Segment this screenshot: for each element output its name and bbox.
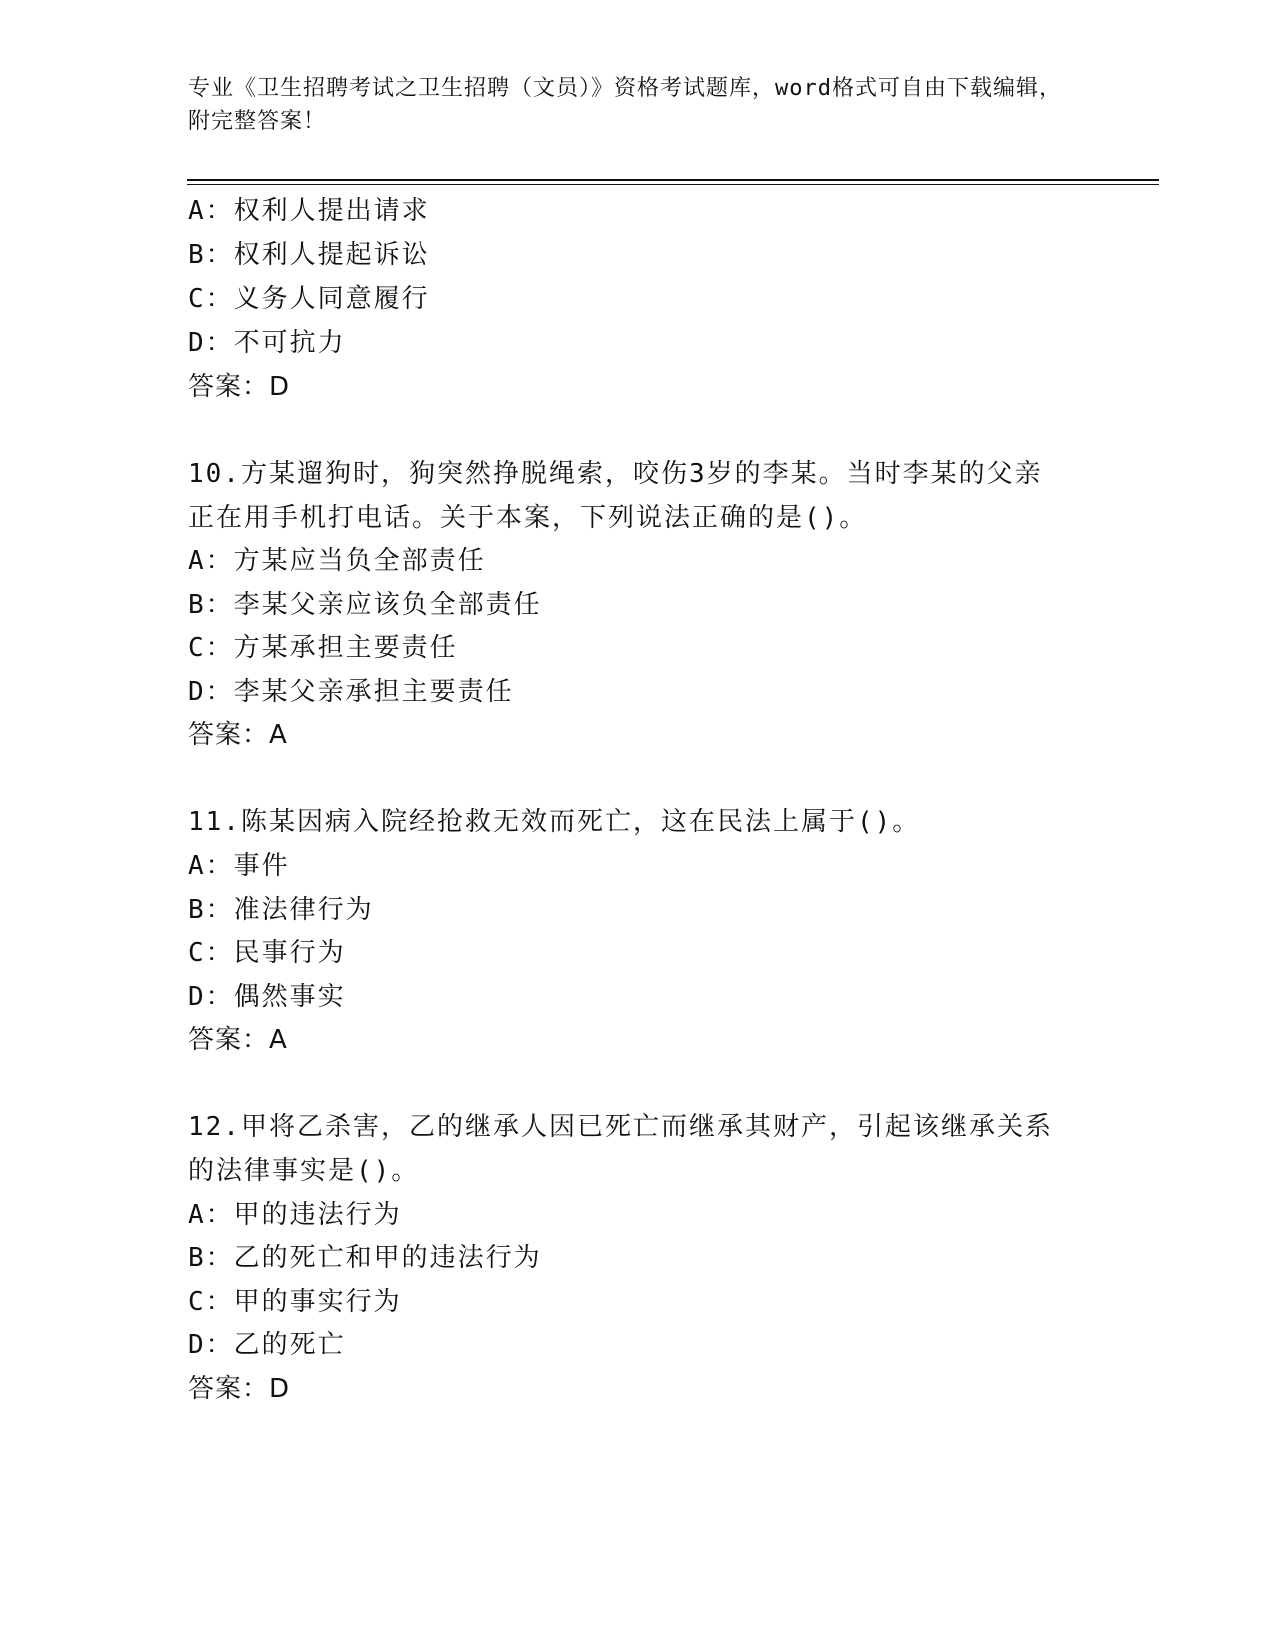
q10-answer: 答案：A [188, 720, 288, 750]
document-header: 专业《卫生招聘考试之卫生招聘（文员）》资格考试题库，word格式可自由下载编辑，附完整答案！ [188, 76, 1062, 134]
q11-option-a: A：事件 [188, 851, 290, 881]
header-divider-thin [187, 184, 1159, 185]
q9-option-d: D：不可抗力 [188, 328, 346, 358]
q9-option-a: A：权利人提出请求 [188, 196, 430, 226]
q12-option-c: C：甲的事实行为 [188, 1287, 402, 1317]
q11-option-c: C：民事行为 [188, 938, 346, 968]
q9-answer: 答案：D [188, 372, 291, 402]
q10-option-d: D：李某父亲承担主要责任 [188, 677, 514, 707]
q11-answer: 答案：A [188, 1025, 288, 1055]
header-divider-thick [187, 179, 1159, 181]
q12-stem-line-2: 的法律事实是()。 [188, 1156, 420, 1186]
q12-stem-line-1: 12.甲将乙杀害，乙的继承人因已死亡而继承其财产，引起该继承关系 [188, 1112, 1053, 1142]
q11-option-d: D：偶然事实 [188, 982, 346, 1012]
q9-option-c: C：义务人同意履行 [188, 284, 430, 314]
q10-option-c: C：方某承担主要责任 [188, 633, 458, 663]
q11-stem-line-1: 11.陈某因病入院经抢救无效而死亡，这在民法上属于()。 [188, 807, 921, 837]
q12-answer: 答案：D [188, 1374, 291, 1404]
q10-stem-line-2: 正在用手机打电话。关于本案，下列说法正确的是()。 [188, 503, 868, 533]
q12-option-d: D：乙的死亡 [188, 1330, 346, 1360]
q12-option-b: B：乙的死亡和甲的违法行为 [188, 1243, 542, 1273]
q12-option-a: A：甲的违法行为 [188, 1200, 402, 1230]
q9-option-b: B：权利人提起诉讼 [188, 240, 430, 270]
q10-option-a: A：方某应当负全部责任 [188, 546, 486, 576]
q10-stem-line-1: 10.方某遛狗时，狗突然挣脱绳索，咬伤3岁的李某。当时李某的父亲 [188, 459, 1043, 489]
q11-option-b: B：准法律行为 [188, 895, 374, 925]
q10-option-b: B：李某父亲应该负全部责任 [188, 590, 542, 620]
